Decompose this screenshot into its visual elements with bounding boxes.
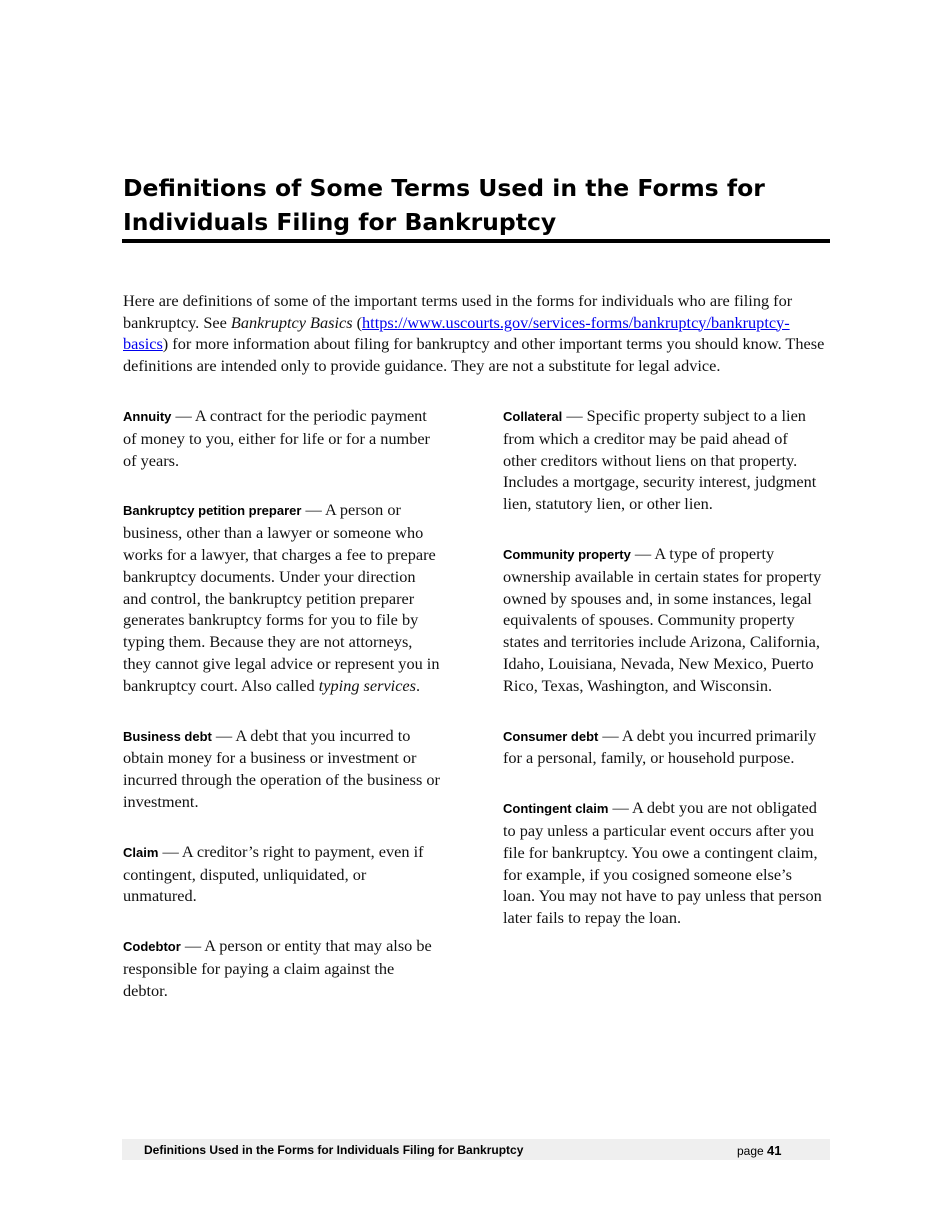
definition-community-property	[503, 543, 823, 697]
term-label: Annuity	[123, 409, 172, 424]
title-underline-rule	[122, 239, 830, 243]
term-label: Business debt	[123, 728, 212, 744]
definition-text: — A contract for the periodic payment of money to you, either for life or for a number of years.	[123, 406, 430, 470]
term-label: Collateral	[503, 409, 563, 424]
definitions-right-column	[503, 405, 823, 957]
definition-contingent-claim	[503, 797, 823, 929]
page-label: page	[737, 1144, 764, 1158]
definition-text: — A debt you are not obligated to pay unless a particular event occurs after you file for bankruptcy. You owe a contingent claim, for example, if you cosigned someone else’s loan. You may not have to pay unless that person later fails to repay the loan.	[503, 798, 822, 928]
definition-text: — A person or entity that may also be responsible for paying a claim against the debtor.	[123, 936, 432, 1000]
definition-annuity	[123, 405, 443, 471]
term-label: Codebtor	[123, 939, 181, 955]
definition-text: — A debt you incurred primarily for a personal, family, or household purpose.	[503, 725, 817, 768]
definition-claim	[123, 841, 443, 907]
footer-title: Definitions Used in the Forms for Individuals Filing for Bankruptcy	[144, 1143, 524, 1157]
definitions-left-column	[123, 405, 443, 1030]
bankruptcy-basics-link[interactable]: https://www.uscourts.gov/services-forms/bankruptcy/bankruptcy-basics	[123, 312, 790, 354]
page-number: 41	[767, 1143, 782, 1158]
term-label: Contingent claim	[503, 801, 609, 817]
term-label: Claim	[123, 844, 159, 860]
page-title-line-1: Definitions of Some Terms Used in the Forms for	[123, 174, 765, 202]
intro-open-paren: (	[352, 312, 363, 332]
definition-tail: .	[415, 675, 421, 695]
bankruptcy-basics-title: Bankruptcy Basics	[230, 312, 353, 332]
definition-codebtor	[123, 935, 443, 1001]
intro-text-2: ) for more information about filing for bankruptcy and other important terms you should know. These definitions are intended only to provide guidance. They are not a substitute for legal advice.	[123, 334, 825, 375]
definition-consumer-debt	[503, 725, 823, 770]
term-label: Consumer debt	[503, 728, 599, 744]
definition-bankruptcy-petition-preparer	[123, 499, 443, 696]
definition-text: — A type of property ownership available in certain states for property owned by spouses and, in some instances, legal equivalents of spouses. Community property states and territories include Arizona, California, Idaho, Louisiana, Nevada, New Mexico, Puerto Rico, Texas, Washington, and Wisconsin.	[503, 543, 822, 695]
page-footer	[122, 1139, 830, 1160]
intro-text-1: Here are definitions of some of the important terms used in the forms for individuals who are filing for bankruptcy. See	[123, 291, 793, 332]
definition-collateral	[503, 405, 823, 515]
intro-paragraph	[123, 290, 833, 376]
definition-text: — Specific property subject to a lien from which a creditor may be paid ahead of other creditors without liens on that property. Includes a mortgage, security interest, judgment lien, statutory lien, or other lien.	[503, 406, 817, 514]
definition-italic-term: typing services	[318, 675, 416, 695]
term-label: Community property	[503, 546, 631, 562]
page-title-line-2: Individuals Filing for Bankruptcy	[123, 208, 557, 236]
term-label: Bankruptcy petition preparer	[123, 503, 302, 519]
definition-text: — A creditor’s right to payment, even if contingent, disputed, unliquidated, or unmatured.	[123, 841, 424, 906]
page-title	[123, 171, 843, 239]
definition-business-debt	[123, 725, 443, 813]
definition-text: — A person or business, other than a lawyer or someone who works for a lawyer, that charges a fee to prepare bankruptcy documents. Under your direction and control, the bankruptcy petition preparer generates bankruptcy forms for you to file by typing them. Because they are not attorneys, they cannot give legal advice or represent you in bankruptcy court. Also called	[123, 500, 440, 695]
definition-text: — A debt that you incurred to obtain money for a business or investment or incurred through the operation of the business or investment.	[123, 725, 440, 811]
footer-page-number	[737, 1143, 782, 1158]
